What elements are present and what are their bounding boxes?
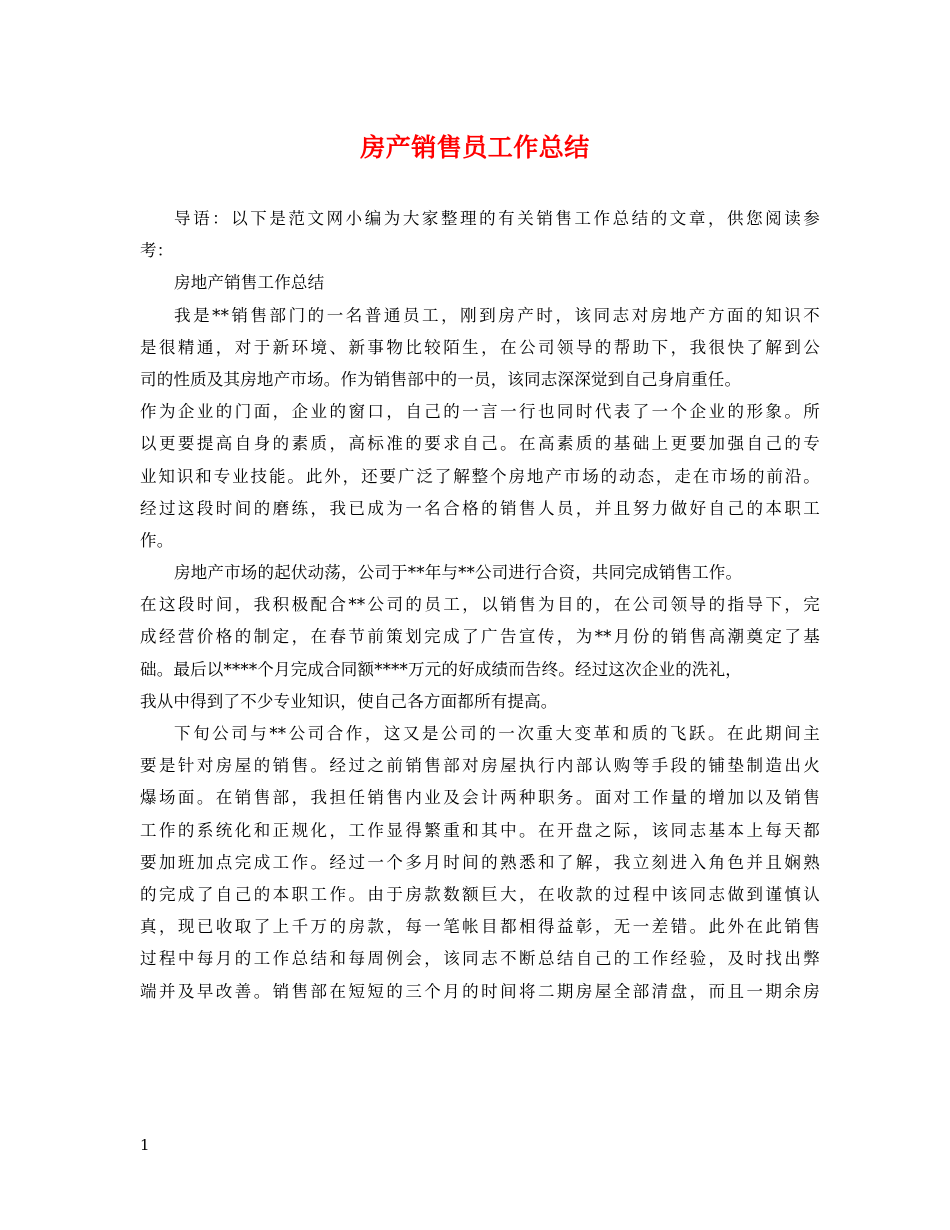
- page-number: 1: [140, 1136, 150, 1154]
- paragraph-line: 础。最后以****个月完成合同额****万元的好成绩而告终。经过这次企业的洗礼，: [140, 659, 742, 679]
- paragraph-line: 端并及早改善。销售部在短短的三个月的时间将二期房屋全部清盘，而且一期余房: [140, 981, 820, 1001]
- paragraph-line: 经过这段时间的磨练，我已成为一名合格的销售人员，并且努力做好自己的本职工: [140, 498, 820, 518]
- paragraph-line: 我是**销售部门的一名普通员工，刚到房产时，该同志对房地产方面的知识不: [174, 305, 820, 325]
- paragraph-line: 以更要提高自身的素质，高标准的要求自己。在高素质的基础上更要加强自己的专: [140, 434, 820, 454]
- paragraph-line: 爆场面。在销售部，我担任销售内业及会计两种职务。面对工作量的增加以及销售: [140, 788, 820, 808]
- paragraph-line: 业知识和专业技能。此外，还要广泛了解整个房地产市场的动态，走在市场的前沿。: [140, 466, 820, 486]
- paragraph-line: 成经营价格的制定，在春节前策划完成了广告宣传，为**月份的销售高潮奠定了基: [140, 627, 820, 647]
- paragraph-line: 作为企业的门面，企业的窗口，自己的一言一行也同时代表了一个企业的形象。所: [140, 402, 820, 422]
- paragraph-line: 考：: [140, 241, 174, 261]
- paragraph-line: 要加班加点完成工作。经过一个多月时间的熟悉和了解，我立刻进入角色并且娴熟: [140, 852, 820, 872]
- paragraph-line: 司的性质及其房地产市场。作为销售部中的一员，该同志深深觉到自己身肩重任。: [140, 369, 742, 389]
- paragraph-line: 过程中每月的工作总结和每周例会，该同志不断总结自己的工作经验，及时找出弊: [140, 949, 820, 969]
- document-title: 房产销售员工作总结: [360, 133, 590, 162]
- section-heading: 房地产销售工作总结: [174, 273, 325, 293]
- paragraph-line: 在这段时间，我积极配合**公司的员工，以销售为目的，在公司领导的指导下，完: [140, 595, 820, 615]
- paragraph-line: 房地产市场的起伏动荡，公司于**年与**公司进行合资，共同完成销售工作。: [174, 563, 743, 583]
- paragraph-line: 导语：以下是范文网小编为大家整理的有关销售工作总结的文章，供您阅读参: [174, 209, 820, 228]
- document-body: [140, 203, 820, 1008]
- paragraph-line: 是很精通，对于新环境、新事物比较陌生，在公司领导的帮助下，我很快了解到公: [140, 337, 820, 357]
- paragraph-line: 工作的系统化和正规化，工作显得繁重和其中。在开盘之际，该同志基本上每天都: [140, 820, 820, 840]
- paragraph-line: 我从中得到了不少专业知识，使自己各方面都所有提高。: [140, 691, 558, 711]
- paragraph-line: 要是针对房屋的销售。经过之前销售部对房屋执行内部认购等手段的铺垫制造出火: [140, 756, 820, 776]
- paragraph-line: 真，现已收取了上千万的房款，每一笔帐目都相得益彰，无一差错。此外在此销售: [140, 917, 820, 937]
- paragraph-line: 的完成了自己的本职工作。由于房款数额巨大，在收款的过程中该同志做到谨慎认: [140, 884, 820, 904]
- paragraph-line: 作。: [140, 530, 174, 550]
- paragraph-line: 下旬公司与**公司合作，这又是公司的一次重大变革和质的飞跃。在此期间主: [174, 724, 820, 743]
